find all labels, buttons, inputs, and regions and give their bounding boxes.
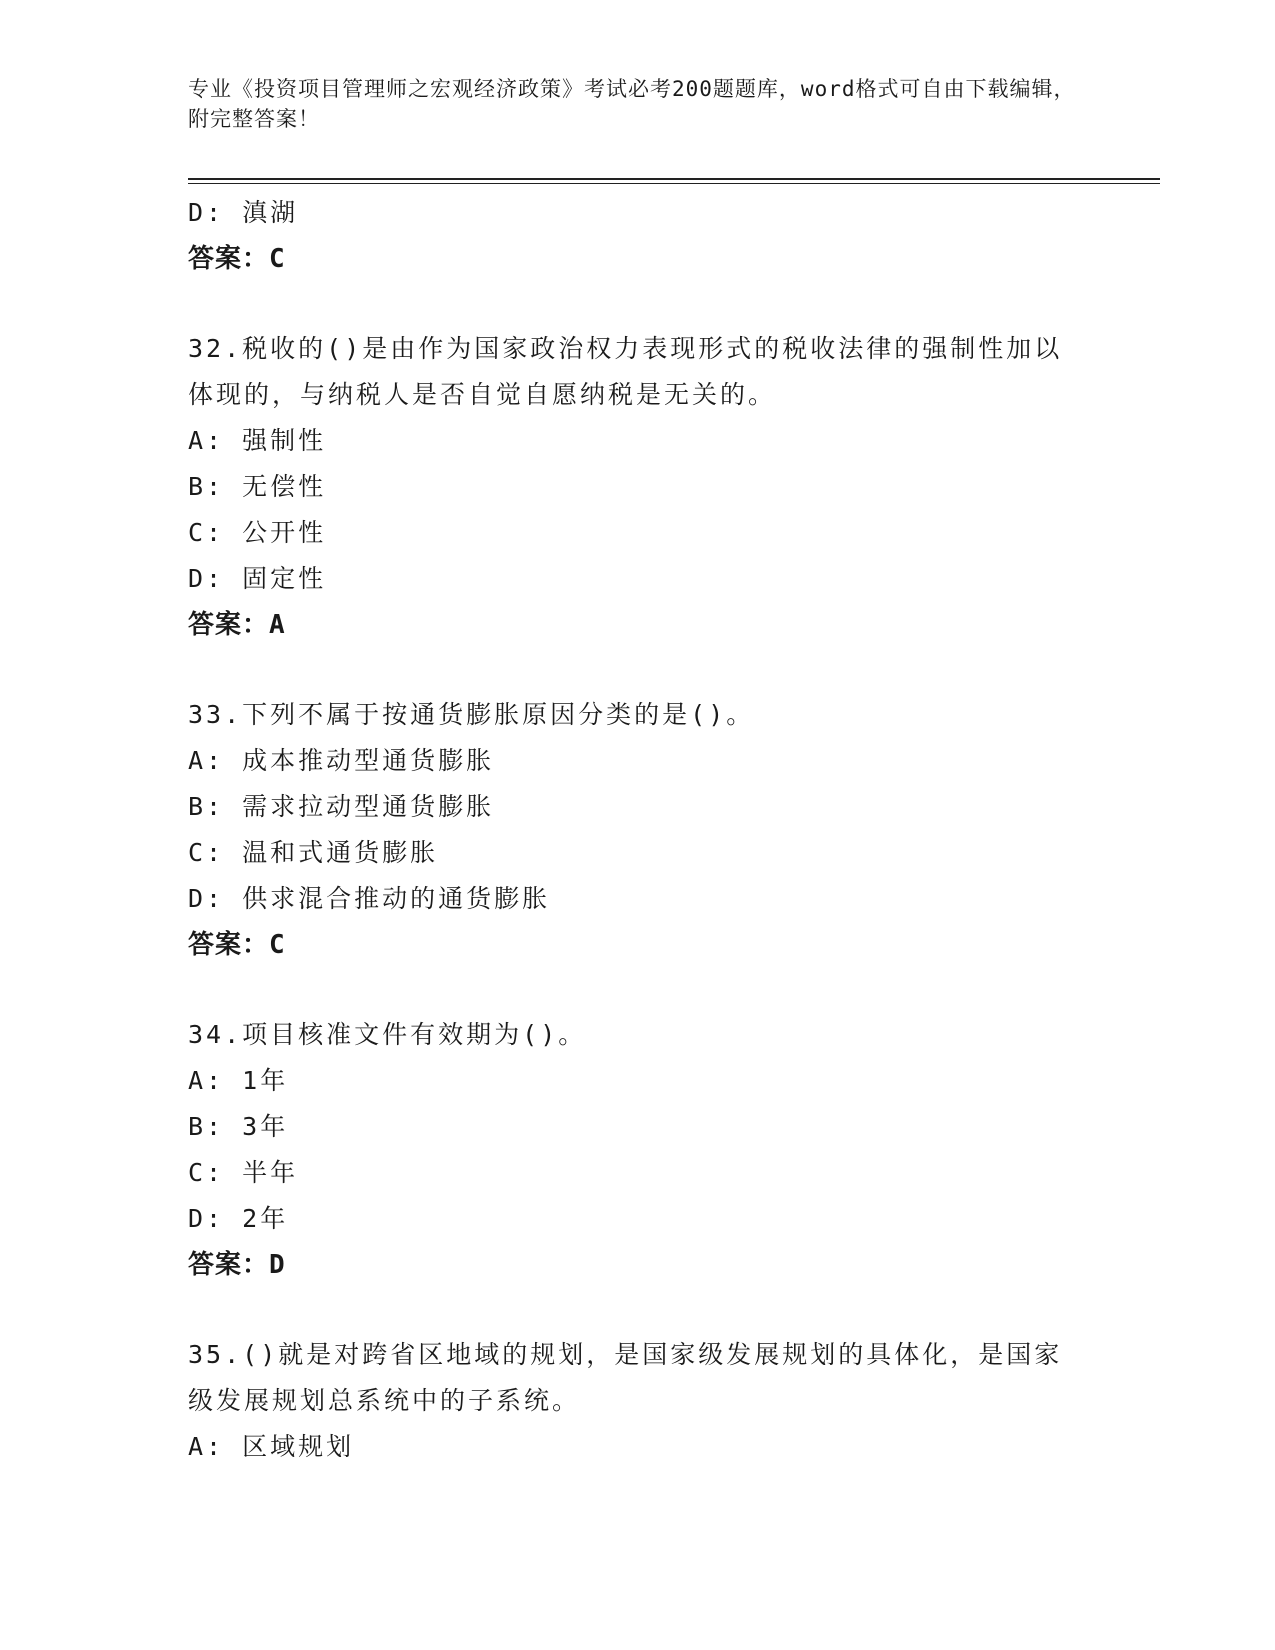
question-stem: 32.税收的()是由作为国家政治权力表现形式的税收法律的强制性加以体现的，与纳税人是否自觉自愿纳税是无关的。 <box>188 334 1063 409</box>
option-b: B: 3年 <box>188 1112 289 1141</box>
option-d: D: 固定性 <box>188 564 327 593</box>
option-d: D: 2年 <box>188 1204 289 1233</box>
option-a: A: 区域规划 <box>188 1432 355 1461</box>
option-a: A: 强制性 <box>188 426 327 455</box>
option-a: A: 成本推动型通货膨胀 <box>188 746 495 775</box>
answer: 答案：C <box>188 244 286 274</box>
answer: 答案：A <box>188 610 286 640</box>
option-d: D: 滇湖 <box>188 198 299 227</box>
option-c: C: 温和式通货膨胀 <box>188 838 439 867</box>
question-block-33 <box>188 692 1088 968</box>
question-stem: 33.下列不属于按通货膨胀原因分类的是()。 <box>188 700 755 729</box>
document-header: 专业《投资项目管理师之宏观经济政策》考试必考200题题库，word格式可自由下载编辑，附完整答案！ <box>188 77 1076 131</box>
question-block-35 <box>188 1332 1088 1470</box>
question-stem: 35.()就是对跨省区地域的规划，是国家级发展规划的具体化，是国家级发展规划总系统中的子系统。 <box>188 1340 1063 1415</box>
header-divider-thin <box>188 183 1160 184</box>
option-b: B: 无偿性 <box>188 472 327 501</box>
option-c: C: 半年 <box>188 1158 299 1187</box>
option-a: A: 1年 <box>188 1066 289 1095</box>
answer: 答案：D <box>188 1250 286 1280</box>
question-block-32 <box>188 326 1088 648</box>
option-b: B: 需求拉动型通货膨胀 <box>188 792 495 821</box>
question-block-34 <box>188 1012 1088 1288</box>
question-content <box>188 190 1088 1470</box>
answer: 答案：C <box>188 930 286 960</box>
header-divider-thick <box>188 178 1160 180</box>
question-stem: 34.项目核准文件有效期为()。 <box>188 1020 587 1049</box>
option-c: C: 公开性 <box>188 518 327 547</box>
option-d: D: 供求混合推动的通货膨胀 <box>188 884 551 913</box>
